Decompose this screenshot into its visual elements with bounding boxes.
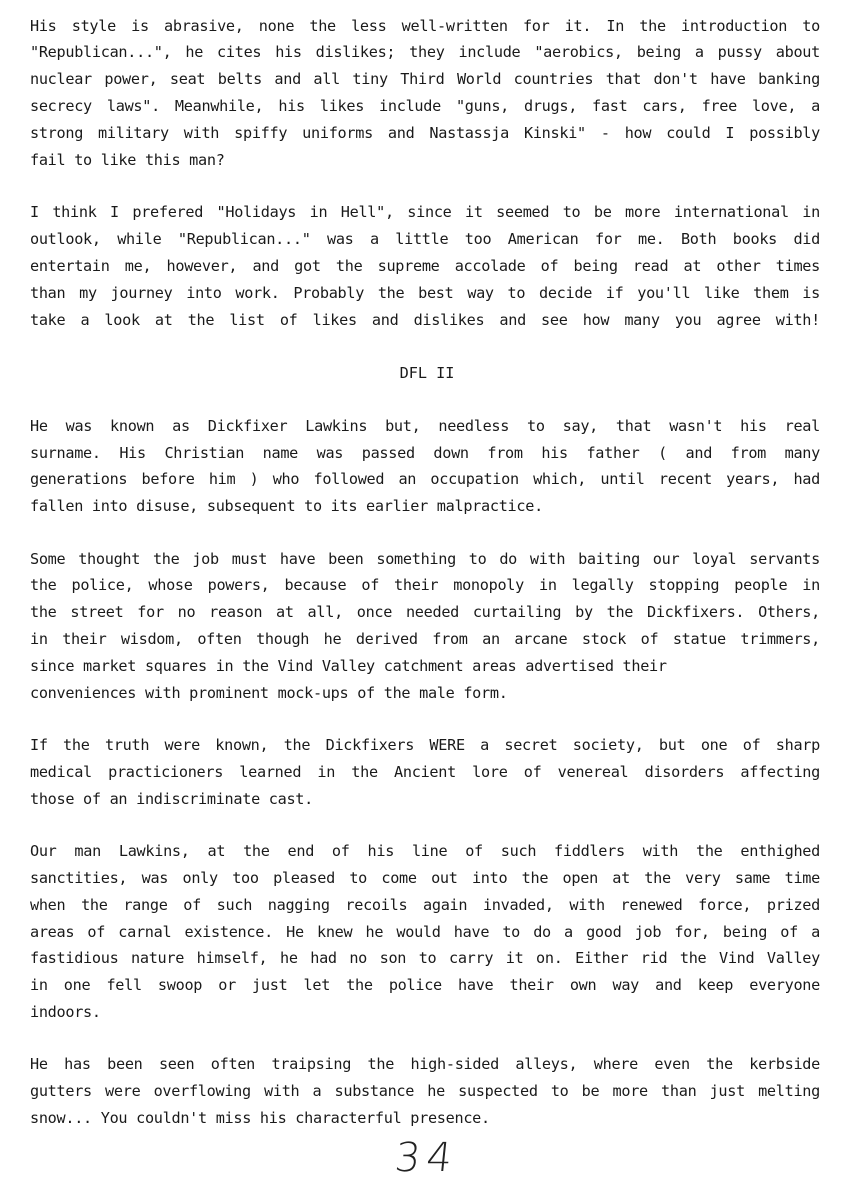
text-line: nuclear power, seat belts and all tiny Third World countries that don't have banking (30, 70, 820, 88)
text-line: entertain me, however, and got the supreme accolade of being read at other times (30, 257, 820, 275)
text-line: His style is abrasive, none the less well-written for it. In the introduction to (30, 17, 820, 35)
text-line: than my journey into work. Probably the best way to decide if you'll like them is (30, 284, 820, 302)
text-line: surname. His Christian name was passed down from his father ( and from many (30, 444, 820, 462)
page-number: 34 (392, 1135, 461, 1181)
text-line: gutters were overflowing with a substance he suspected to be more than just melting (30, 1082, 820, 1100)
text-line: secrecy laws". Meanwhile, his likes include "guns, drugs, fast cars, free love, a (30, 97, 820, 115)
text-line: outlook, while "Republican..." was a little too American for me. Both books did (30, 230, 820, 248)
text-line: conveniences with prominent mock-ups of the male form. (30, 684, 508, 702)
text-line: fastidious nature himself, he had no son to carry it on. Either rid the Vind Valley (30, 949, 820, 967)
text-line: those of an indiscriminate cast. (30, 790, 313, 808)
text-line: He has been seen often traipsing the high-sided alleys, where even the kerbside (30, 1055, 820, 1073)
text-line: in one fell swoop or just let the police have their own way and keep everyone (30, 976, 820, 994)
text-line: "Republican...", he cites his dislikes; they include "aerobics, being a pussy about (30, 43, 820, 61)
text-line: in their wisdom, often though he derived from an arcane stock of statue trimmers, (30, 630, 820, 648)
text-line: the street for no reason at all, once needed curtailing by the Dickfixers. Others, (30, 603, 820, 621)
text-line: Our man Lawkins, at the end of his line of such fiddlers with the enthighed (30, 842, 820, 860)
text-line: generations before him ) who followed an occupation which, until recent years, had (30, 470, 820, 488)
text-line: medical practicioners learned in the Ancient lore of venereal disorders affecting (30, 763, 820, 781)
text-line: fail to like this man? (30, 151, 225, 169)
text-line: the police, whose powers, because of their monopoly in legally stopping people in (30, 576, 820, 594)
text-line: He was known as Dickfixer Lawkins but, needless to say, that wasn't his real (30, 417, 820, 435)
text-line: If the truth were known, the Dickfixers WERE a secret society, but one of sharp (30, 736, 820, 754)
text-line: strong military with spiffy uniforms and Nastassja Kinski" - how could I possibly (30, 124, 820, 142)
text-line: areas of carnal existence. He knew he would have to do a good job for, being of a (30, 923, 820, 941)
text-line: Some thought the job must have been something to do with baiting our loyal servants (30, 550, 820, 568)
text-line: sanctities, was only too pleased to come out into the open at the very same time (30, 869, 820, 887)
text-line: snow... You couldn't miss his characterful presence. (30, 1109, 490, 1127)
text-line: when the range of such nagging recoils again invaded, with renewed force, prized (30, 896, 820, 914)
text-line: take a look at the list of likes and dislikes and see how many you agree with! (30, 311, 820, 329)
text-line: I think I prefered "Holidays in Hell", since it seemed to be more international in (30, 203, 820, 221)
section-heading: DFL II (399, 364, 455, 382)
text-line: indoors. (30, 1003, 101, 1021)
text-line: fallen into disuse, subsequent to its earlier malpractice. (30, 497, 543, 515)
text-line: since market squares in the Vind Valley catchment areas advertised their (30, 657, 667, 675)
